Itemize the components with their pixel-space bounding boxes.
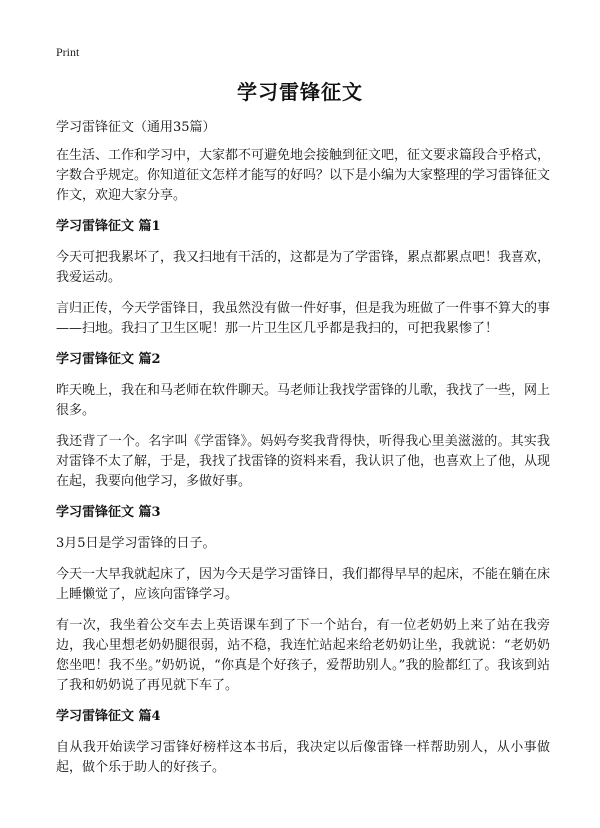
section-3-paragraph-2: 今天一大早我就起床了，因为今天是学习雷锋日，我们都得早早的起床，不能在躺在床上睡懒觉了，应该向雷锋学习。 xyxy=(56,567,551,602)
print-label[interactable]: Print xyxy=(56,45,80,59)
document-subtitle: 学习雷锋征文（通用35篇） xyxy=(56,120,216,135)
section-2-paragraph-2: 我还背了一个。名字叫《学雷锋》。妈妈夸奖我背得快，听得我心里美滋滋的。其实我对雷锋不太了解，于是，我找了找雷锋的资料来看，我认识了他，也喜欢上了他，从现在起，我要向他学习，多做好事。 xyxy=(56,434,551,489)
document-body xyxy=(56,118,550,789)
section-3-paragraph-1: 3月5日是学习雷锋的日子。 xyxy=(56,536,216,551)
section-1-paragraph-2: 言归正传，今天学雷锋日，我虽然没有做一件好事，但是我为班做了一件事不算大的事——扫地。我扫了卫生区呢！那一片卫生区几乎都是我扫的，可把我累惨了！ xyxy=(56,301,551,336)
section-4-paragraph-1: 自从我开始读学习雷锋好榜样这本书后，我决定以后像雷锋一样帮助别人，从小事做起，做个乐于助人的好孩子。 xyxy=(56,740,550,775)
section-heading-4: 学习雷锋征文 篇4 xyxy=(56,709,161,724)
document-title: 学习雷锋征文 xyxy=(237,80,363,104)
section-3-paragraph-3: 有一次，我坐着公交车去上英语课车到了下一个站台，有一位老奶奶上来了站在我旁边，我心里想老奶奶腿很弱，站不稳，我连忙站起来给老奶奶让坐，我就说：“老奶奶您坐吧！我不坐。”奶奶说，“你真是个好孩子，爱帮助别人。”我的脸都红了。我该到站了我和奶奶说了再见就下车了。 xyxy=(56,618,550,693)
section-heading-1: 学习雷锋征文 篇1 xyxy=(56,219,161,234)
intro-paragraph: 在生活、工作和学习中，大家都不可避免地会接触到征文吧，征文要求篇段合乎格式，字数合乎规定。你知道征文怎样才能写的好吗？以下是小编为大家整理的学习雷锋征文作文，欢迎大家分享。 xyxy=(56,148,551,203)
section-2-paragraph-1: 昨天晚上，我在和马老师在软件聊天。马老师让我找学雷锋的儿歌，我找了一些，网上很多。 xyxy=(56,383,551,418)
section-heading-3: 学习雷锋征文 篇3 xyxy=(56,505,161,520)
section-1-paragraph-1: 今天可把我累坏了，我又扫地有干活的，这都是为了学雷锋，累点都累点吧！我喜欢，我爱运动。 xyxy=(56,250,551,285)
section-heading-2: 学习雷锋征文 篇2 xyxy=(56,352,161,367)
